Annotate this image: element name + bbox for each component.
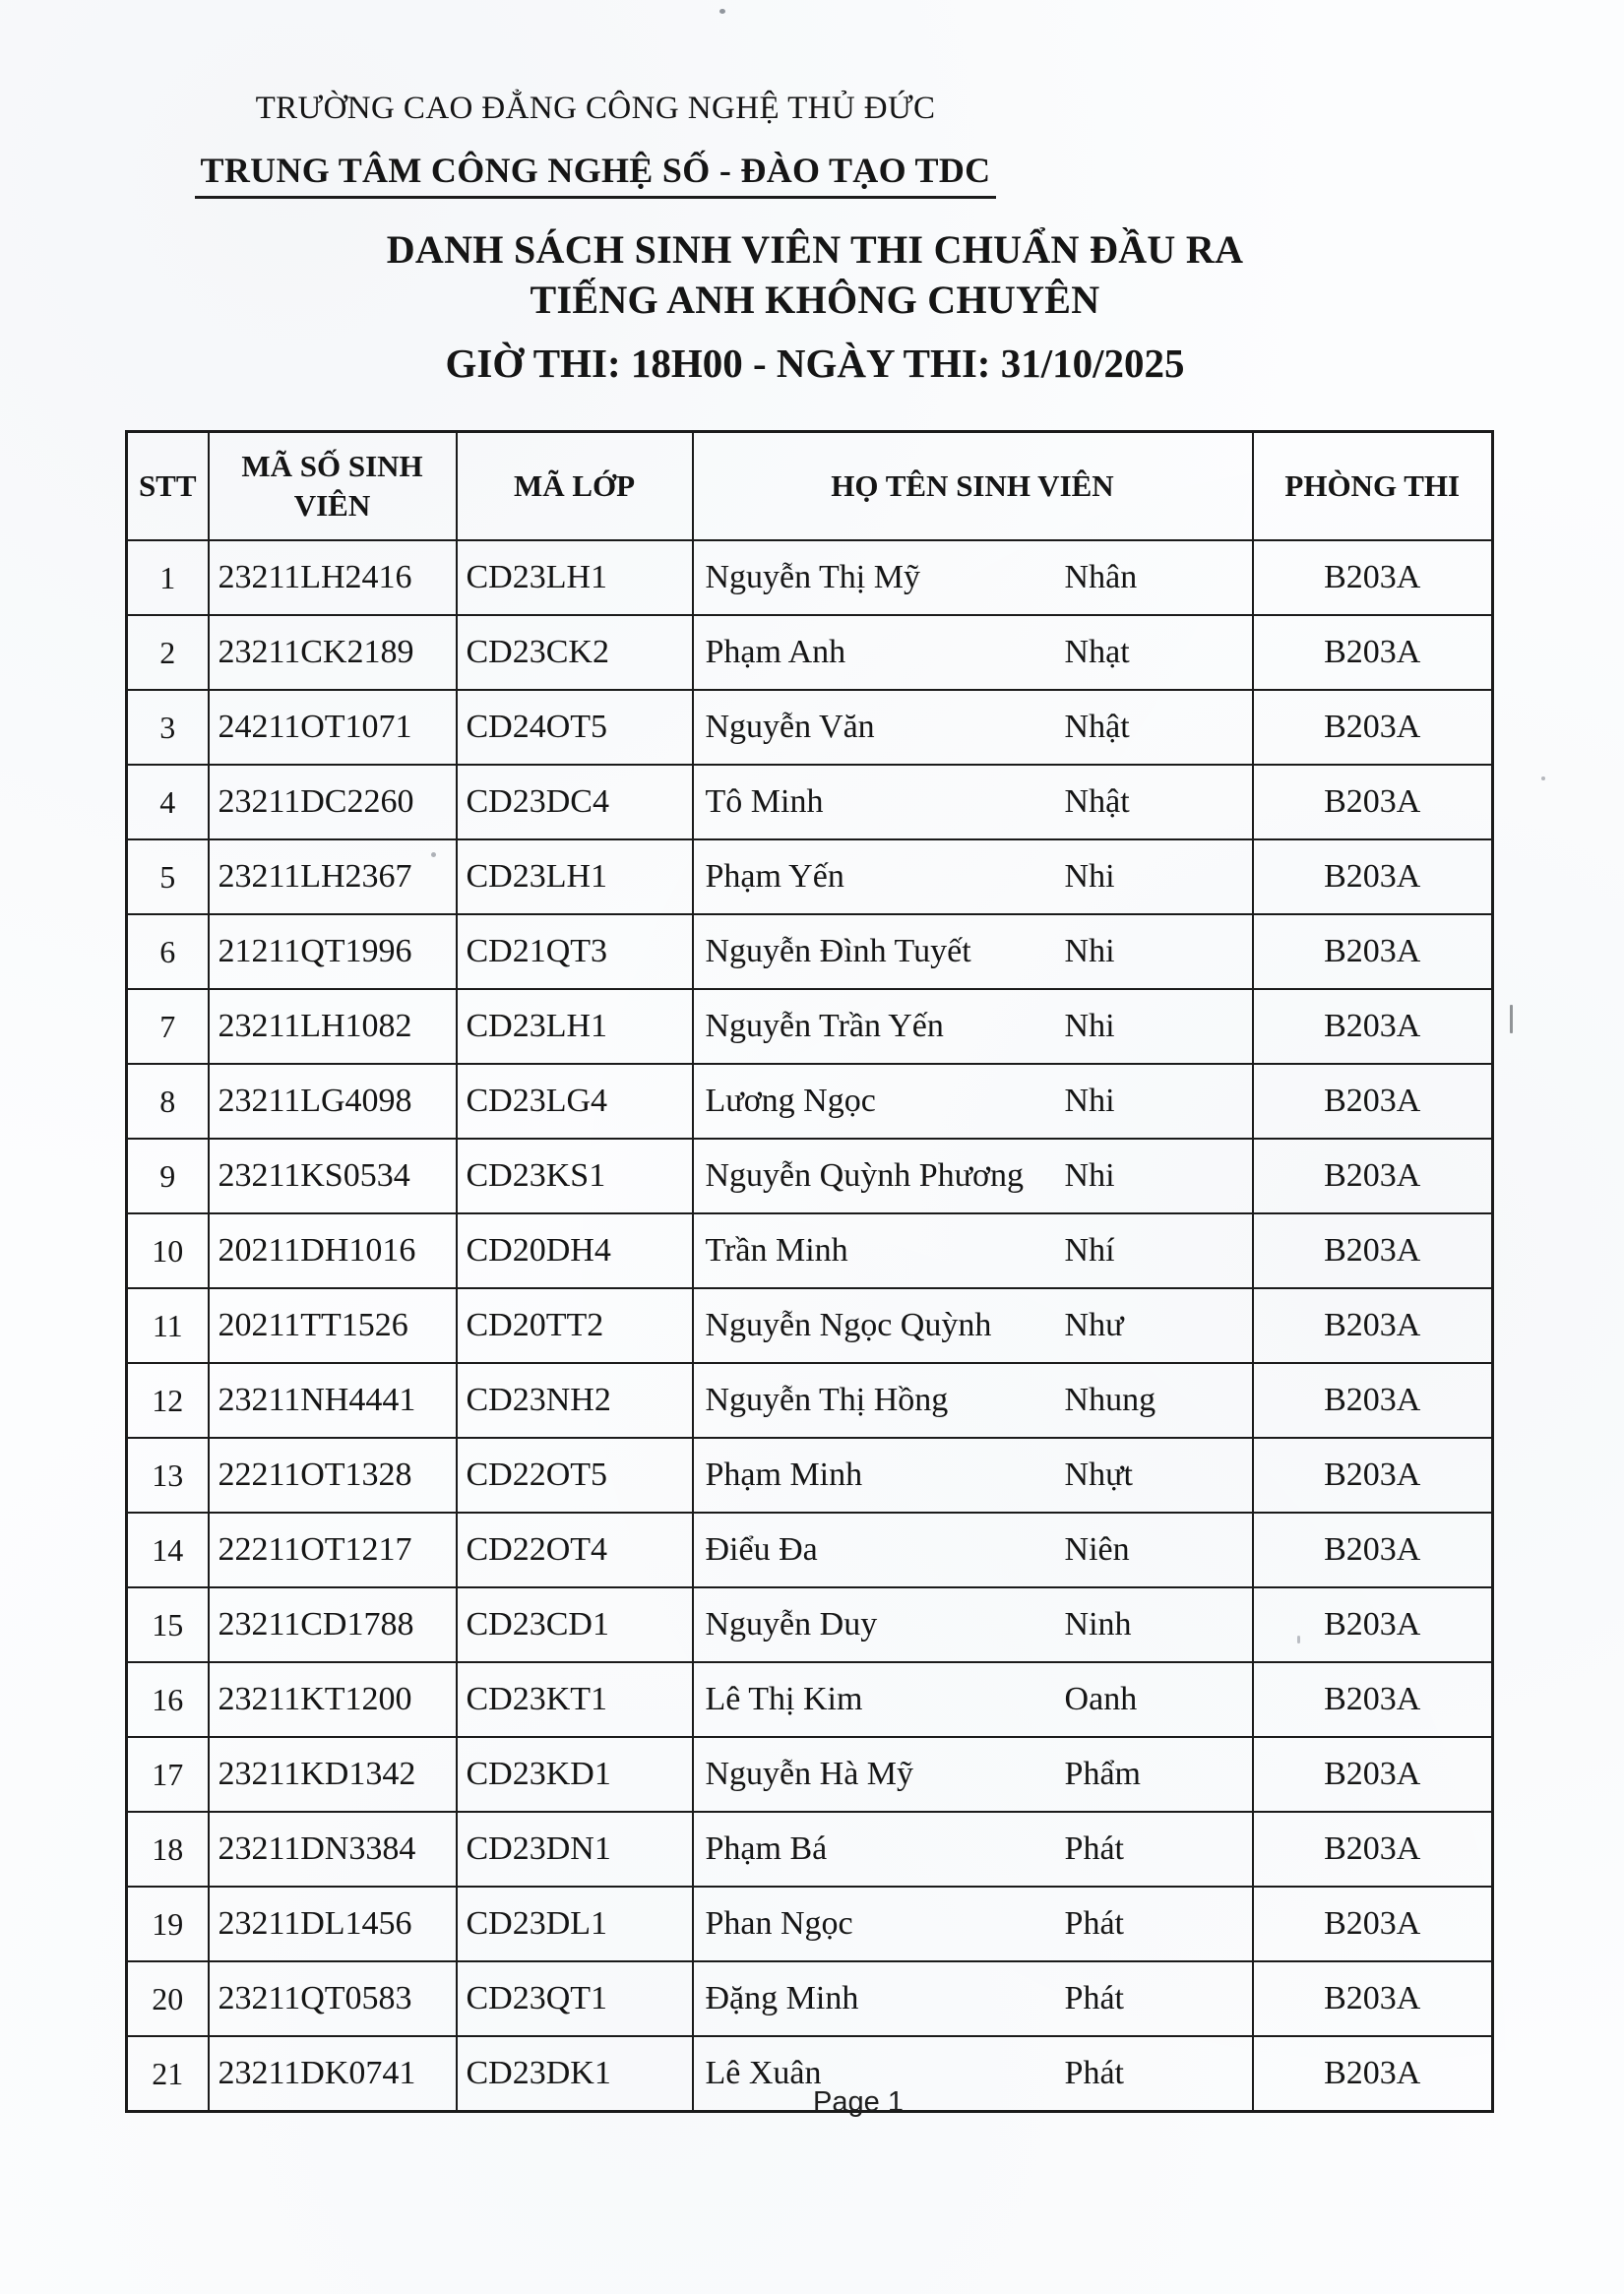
stt-cell: 9 bbox=[127, 1139, 209, 1213]
exam-room-cell: B203A bbox=[1253, 615, 1493, 690]
scan-speck bbox=[1297, 1636, 1300, 1643]
student-id-cell: 20211DH1016 bbox=[209, 1213, 457, 1288]
exam-room-cell: B203A bbox=[1253, 690, 1493, 765]
table-row bbox=[127, 914, 1493, 989]
given-name: Nhật bbox=[1064, 709, 1130, 745]
col-header-exam-room: PHÒNG THI bbox=[1253, 432, 1493, 541]
class-code-cell: CD20DH4 bbox=[457, 1213, 693, 1288]
stt-cell: 6 bbox=[127, 914, 209, 989]
full-name-cell bbox=[693, 839, 1253, 914]
class-code-cell: CD23NH2 bbox=[457, 1363, 693, 1438]
full-name-cell bbox=[693, 1064, 1253, 1139]
exam-room-cell: B203A bbox=[1253, 989, 1493, 1064]
col-header-stt: STT bbox=[127, 432, 209, 541]
given-name: Như bbox=[1064, 1307, 1124, 1343]
family-middle-name: Nguyễn Thị Hồng bbox=[705, 1382, 949, 1418]
given-name: Nhi bbox=[1064, 1008, 1115, 1044]
student-id-cell: 22211OT1217 bbox=[209, 1513, 457, 1587]
class-code-cell: CD23DN1 bbox=[457, 1812, 693, 1887]
full-name-cell bbox=[693, 1887, 1253, 1961]
table-row bbox=[127, 1438, 1493, 1513]
given-name: Nhựt bbox=[1064, 1457, 1133, 1493]
student-id-cell: 23211LG4098 bbox=[209, 1064, 457, 1139]
family-middle-name: Nguyễn Thị Mỹ bbox=[705, 559, 920, 595]
family-middle-name: Nguyễn Hà Mỹ bbox=[705, 1756, 914, 1792]
class-code-cell: CD23KT1 bbox=[457, 1662, 693, 1737]
full-name-cell bbox=[693, 1587, 1253, 1662]
student-id-cell: 23211NH4441 bbox=[209, 1363, 457, 1438]
stt-cell: 13 bbox=[127, 1438, 209, 1513]
stt-cell: 5 bbox=[127, 839, 209, 914]
school-name: TRƯỜNG CAO ĐẲNG CÔNG NGHỆ THỦ ĐỨC bbox=[255, 91, 936, 126]
stt-cell: 19 bbox=[127, 1887, 209, 1961]
table-row bbox=[127, 1213, 1493, 1288]
exam-room-cell: B203A bbox=[1253, 1213, 1493, 1288]
student-id-cell: 24211OT1071 bbox=[209, 690, 457, 765]
given-name: Oanh bbox=[1064, 1681, 1138, 1717]
given-name: Phát bbox=[1064, 1830, 1124, 1867]
stt-cell: 17 bbox=[127, 1737, 209, 1812]
full-name-cell bbox=[693, 1213, 1253, 1288]
family-middle-name: Trần Minh bbox=[705, 1232, 848, 1269]
student-id-cell: 23211LH2416 bbox=[209, 540, 457, 615]
family-middle-name: Điểu Đa bbox=[705, 1531, 818, 1568]
doc-title-line-1: DANH SÁCH SINH VIÊN THI CHUẨN ĐẦU RA bbox=[386, 227, 1244, 272]
student-id-cell: 23211KD1342 bbox=[209, 1737, 457, 1812]
table-row bbox=[127, 615, 1493, 690]
exam-room-cell: B203A bbox=[1253, 1139, 1493, 1213]
exam-room-cell: B203A bbox=[1253, 1887, 1493, 1961]
table-row bbox=[127, 1737, 1493, 1812]
student-roster-table bbox=[125, 430, 1494, 2113]
class-code-cell: CD23QT1 bbox=[457, 1961, 693, 2036]
family-middle-name: Nguyễn Ngọc Quỳnh bbox=[705, 1307, 992, 1343]
col-header-full-name: HỌ TÊN SINH VIÊN bbox=[693, 432, 1253, 541]
student-id-cell: 23211CK2189 bbox=[209, 615, 457, 690]
table-row bbox=[127, 540, 1493, 615]
exam-schedule: GIỜ THI: 18H00 - NGÀY THI: 31/10/2025 bbox=[445, 341, 1185, 386]
given-name: Nhi bbox=[1064, 858, 1115, 895]
stt-cell: 1 bbox=[127, 540, 209, 615]
organisation-header bbox=[165, 91, 1026, 199]
exam-room-cell: B203A bbox=[1253, 1662, 1493, 1737]
header-row bbox=[127, 432, 1493, 541]
full-name-cell bbox=[693, 1139, 1253, 1213]
family-middle-name: Lương Ngọc bbox=[705, 1083, 876, 1119]
family-middle-name: Đặng Minh bbox=[705, 1980, 859, 2016]
stt-cell: 8 bbox=[127, 1064, 209, 1139]
student-id-cell: 23211KS0534 bbox=[209, 1139, 457, 1213]
given-name: Phát bbox=[1064, 1980, 1124, 2016]
student-id-cell: 23211QT0583 bbox=[209, 1961, 457, 2036]
full-name-cell bbox=[693, 1438, 1253, 1513]
class-code-cell: CD23KD1 bbox=[457, 1737, 693, 1812]
stt-cell: 12 bbox=[127, 1363, 209, 1438]
full-name-cell bbox=[693, 914, 1253, 989]
given-name: Nhi bbox=[1064, 1157, 1115, 1194]
full-name-cell bbox=[693, 540, 1253, 615]
class-code-cell: CD21QT3 bbox=[457, 914, 693, 989]
given-name: Nhi bbox=[1064, 933, 1115, 969]
stt-cell: 3 bbox=[127, 690, 209, 765]
table-row bbox=[127, 1064, 1493, 1139]
table-header bbox=[127, 432, 1493, 541]
table-row bbox=[127, 1812, 1493, 1887]
table-row bbox=[127, 1887, 1493, 1961]
exam-room-cell: B203A bbox=[1253, 1587, 1493, 1662]
class-code-cell: CD24OT5 bbox=[457, 690, 693, 765]
full-name-cell bbox=[693, 1513, 1253, 1587]
class-code-cell: CD23DC4 bbox=[457, 765, 693, 839]
stt-cell: 10 bbox=[127, 1213, 209, 1288]
stt-cell: 2 bbox=[127, 615, 209, 690]
table-row bbox=[127, 989, 1493, 1064]
table-body bbox=[127, 540, 1493, 2112]
student-id-cell: 23211KT1200 bbox=[209, 1662, 457, 1737]
student-id-cell: 23211DC2260 bbox=[209, 765, 457, 839]
given-name: Nhí bbox=[1064, 1232, 1115, 1269]
center-name: TRUNG TÂM CÔNG NGHỆ SỐ - ĐÀO TẠO TDC bbox=[195, 150, 997, 199]
student-id-cell: 23211DN3384 bbox=[209, 1812, 457, 1887]
family-middle-name: Lê Xuân bbox=[705, 2055, 822, 2091]
family-middle-name: Phạm Anh bbox=[705, 634, 846, 670]
exam-room-cell: B203A bbox=[1253, 914, 1493, 989]
student-id-cell: 21211QT1996 bbox=[209, 914, 457, 989]
family-middle-name: Phạm Bá bbox=[705, 1830, 828, 1867]
family-middle-name: Phạm Yến bbox=[705, 858, 844, 895]
class-code-cell: CD23LG4 bbox=[457, 1064, 693, 1139]
class-code-cell: CD23CD1 bbox=[457, 1587, 693, 1662]
stt-cell: 18 bbox=[127, 1812, 209, 1887]
full-name-cell bbox=[693, 1961, 1253, 2036]
exam-room-cell: B203A bbox=[1253, 1064, 1493, 1139]
class-code-cell: CD22OT4 bbox=[457, 1513, 693, 1587]
student-id-cell: 23211CD1788 bbox=[209, 1587, 457, 1662]
family-middle-name: Phan Ngọc bbox=[705, 1905, 853, 1942]
col-header-class-code: MÃ LỚP bbox=[457, 432, 693, 541]
table-row bbox=[127, 1587, 1493, 1662]
scan-streak bbox=[1510, 1005, 1513, 1033]
family-middle-name: Tô Minh bbox=[705, 783, 824, 820]
exam-room-cell: B203A bbox=[1253, 1513, 1493, 1587]
table-row bbox=[127, 839, 1493, 914]
full-name-cell bbox=[693, 615, 1253, 690]
full-name-cell bbox=[693, 1288, 1253, 1363]
table-row bbox=[127, 1662, 1493, 1737]
table-row bbox=[127, 1139, 1493, 1213]
exam-room-cell: B203A bbox=[1253, 1812, 1493, 1887]
table-row bbox=[127, 765, 1493, 839]
given-name: Nhật bbox=[1064, 783, 1130, 820]
exam-room-cell: B203A bbox=[1253, 1737, 1493, 1812]
family-middle-name: Lê Thị Kim bbox=[705, 1681, 863, 1717]
stt-cell: 20 bbox=[127, 1961, 209, 2036]
family-middle-name: Phạm Minh bbox=[705, 1457, 863, 1493]
full-name-cell bbox=[693, 1812, 1253, 1887]
stt-cell: 11 bbox=[127, 1288, 209, 1363]
given-name: Niên bbox=[1064, 1531, 1130, 1568]
given-name: Phẩm bbox=[1064, 1756, 1141, 1792]
given-name: Nhi bbox=[1064, 1083, 1115, 1119]
stt-cell: 15 bbox=[127, 1587, 209, 1662]
student-id-cell: 23211LH1082 bbox=[209, 989, 457, 1064]
family-middle-name: Nguyễn Trần Yến bbox=[705, 1008, 944, 1044]
table-row bbox=[127, 1363, 1493, 1438]
full-name-cell bbox=[693, 1662, 1253, 1737]
class-code-cell: CD23CK2 bbox=[457, 615, 693, 690]
exam-room-cell: B203A bbox=[1253, 1438, 1493, 1513]
exam-room-cell: B203A bbox=[1253, 1961, 1493, 2036]
student-id-cell: 23211LH2367 bbox=[209, 839, 457, 914]
doc-title-line-2: TIẾNG ANH KHÔNG CHUYÊN bbox=[530, 278, 1100, 322]
class-code-cell: CD20TT2 bbox=[457, 1288, 693, 1363]
class-code-cell: CD23LH1 bbox=[457, 989, 693, 1064]
stt-cell: 14 bbox=[127, 1513, 209, 1587]
exam-room-cell: B203A bbox=[1253, 1288, 1493, 1363]
given-name: Nhung bbox=[1064, 1382, 1156, 1418]
stt-cell: 21 bbox=[127, 2036, 209, 2112]
given-name: Nhạt bbox=[1064, 634, 1130, 670]
stt-cell: 16 bbox=[127, 1662, 209, 1737]
student-id-cell: 22211OT1328 bbox=[209, 1438, 457, 1513]
given-name: Phát bbox=[1064, 2055, 1124, 2091]
class-code-cell: CD23LH1 bbox=[457, 540, 693, 615]
exam-room-cell: B203A bbox=[1253, 2036, 1493, 2112]
exam-room-cell: B203A bbox=[1253, 839, 1493, 914]
table-row bbox=[127, 1288, 1493, 1363]
full-name-cell bbox=[693, 1737, 1253, 1812]
family-middle-name: Nguyễn Duy bbox=[705, 1606, 878, 1643]
given-name: Nhân bbox=[1064, 559, 1138, 595]
col-header-student-id: MÃ SỐ SINH VIÊN bbox=[209, 432, 457, 541]
stt-cell: 7 bbox=[127, 989, 209, 1064]
student-id-cell: 23211DL1456 bbox=[209, 1887, 457, 1961]
family-middle-name: Nguyễn Quỳnh Phương bbox=[705, 1157, 1025, 1194]
family-middle-name: Nguyễn Đình Tuyết bbox=[705, 933, 971, 969]
stt-cell: 4 bbox=[127, 765, 209, 839]
given-name: Ninh bbox=[1064, 1606, 1132, 1643]
full-name-cell bbox=[693, 765, 1253, 839]
exam-room-cell: B203A bbox=[1253, 1363, 1493, 1438]
full-name-cell bbox=[693, 989, 1253, 1064]
full-name-cell bbox=[693, 690, 1253, 765]
exam-room-cell: B203A bbox=[1253, 540, 1493, 615]
full-name-cell bbox=[693, 1363, 1253, 1438]
document-title-block bbox=[0, 224, 1624, 387]
class-code-cell: CD23KS1 bbox=[457, 1139, 693, 1213]
class-code-cell: CD23DL1 bbox=[457, 1887, 693, 1961]
page-number: Page 1 bbox=[813, 2086, 904, 2118]
scan-speck bbox=[431, 852, 436, 857]
scan-speck bbox=[719, 9, 725, 14]
table-row bbox=[127, 690, 1493, 765]
student-id-cell: 20211TT1526 bbox=[209, 1288, 457, 1363]
table-row bbox=[127, 1513, 1493, 1587]
scan-speck bbox=[1541, 776, 1545, 780]
family-middle-name: Nguyễn Văn bbox=[705, 709, 875, 745]
class-code-cell: CD23DK1 bbox=[457, 2036, 693, 2112]
table-row bbox=[127, 1961, 1493, 2036]
given-name: Phát bbox=[1064, 1905, 1124, 1942]
class-code-cell: CD23LH1 bbox=[457, 839, 693, 914]
exam-room-cell: B203A bbox=[1253, 765, 1493, 839]
student-id-cell: 23211DK0741 bbox=[209, 2036, 457, 2112]
class-code-cell: CD22OT5 bbox=[457, 1438, 693, 1513]
